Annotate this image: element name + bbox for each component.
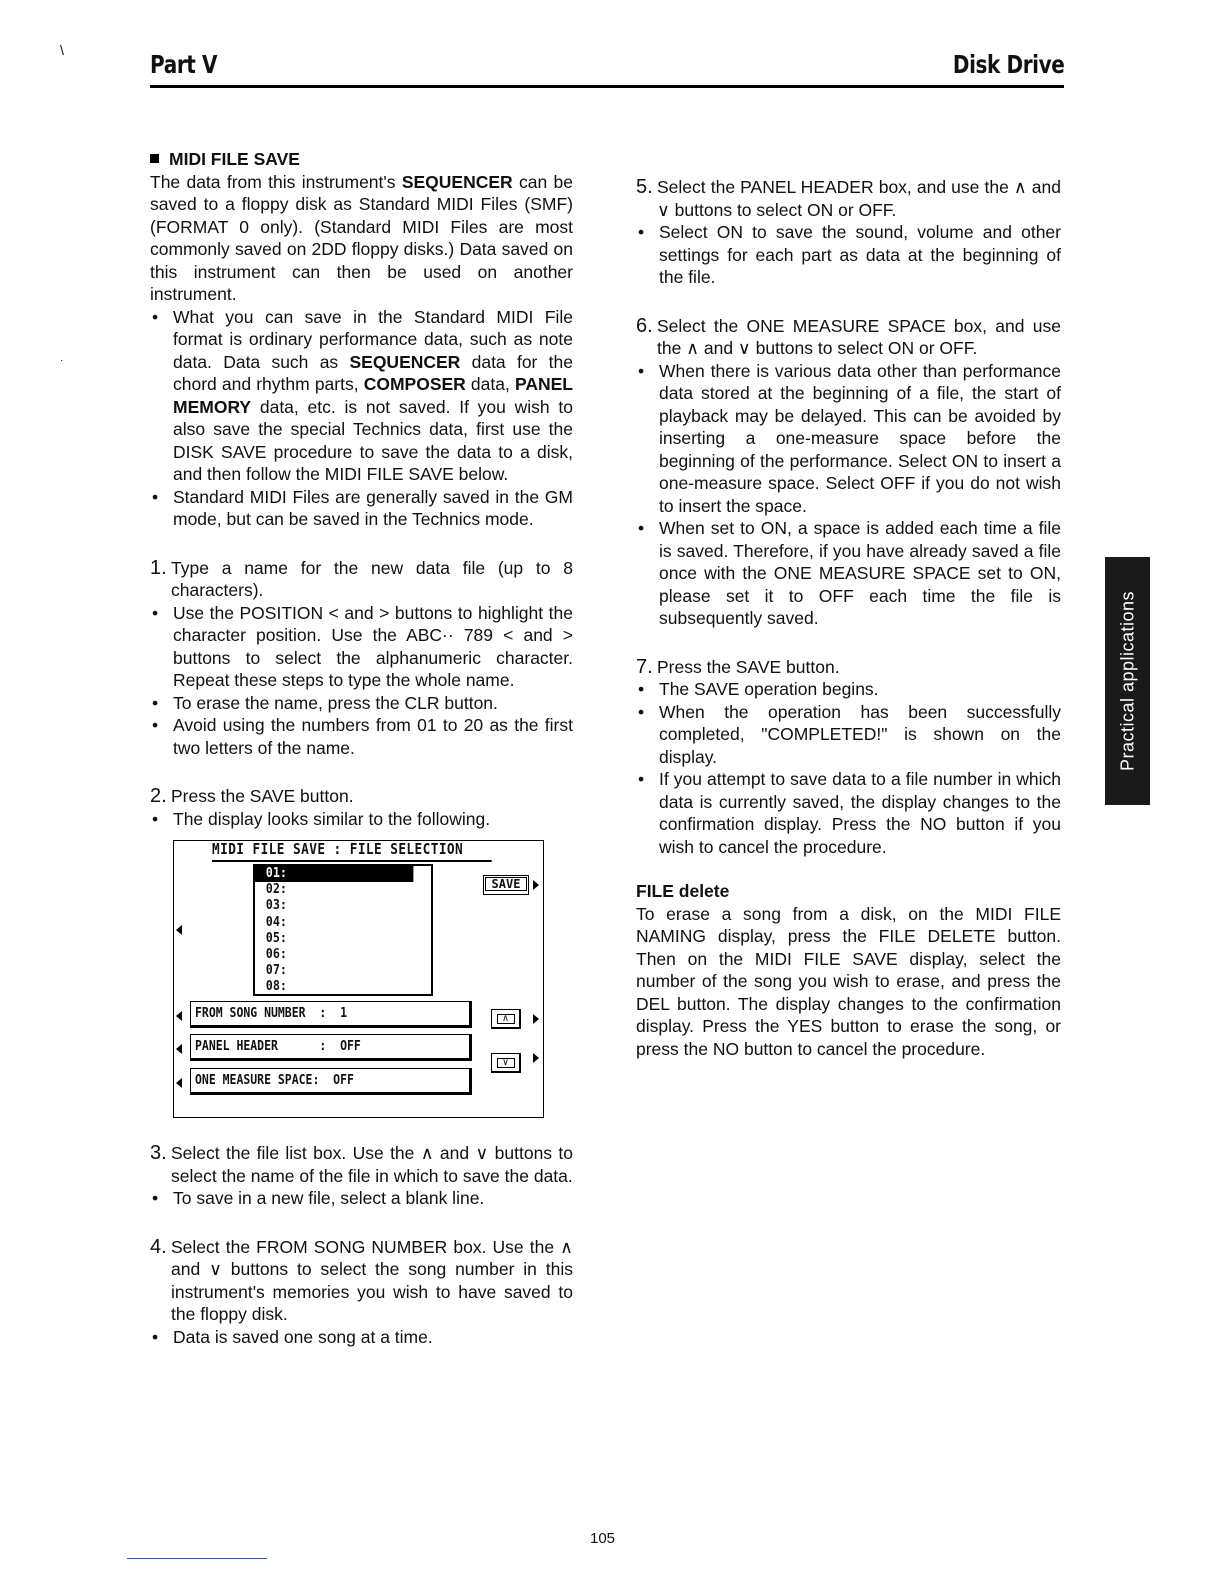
file-entry: 04:: [265, 914, 287, 930]
file-entry: 03:: [265, 898, 287, 914]
step-6-bullet-1: • When there is various data other than performance data stored at the beginning of a file, the start of playback may be delayed. This can be avoided by inserting a one-measure space before the beginning of the performance. Select ON to insert a one-measure space. Select OFF if you do not wish to insert the space.: [636, 360, 1061, 518]
lcd-down-button: [491, 1053, 521, 1073]
left-triangle-icon: [176, 1044, 182, 1054]
lcd-title: MIDI FILE SAVE : FILE SELECTION: [212, 838, 463, 861]
step-5: 5. Select the PANEL HEADER box, and use the ∧ and ∨ buttons to select ON or OFF.: [636, 176, 1061, 220]
bullet-saveable-data: • What you can save in the Standard MIDI File format is ordinary performance data, such as note data. Data such as SEQUENCER data for the chord and rhythm parts, COMPOSER data, PANEL MEMORY data, etc. is not saved. If you wish to also save the special Technics data, first use the DISK SAVE procedure to save the data to a disk, and then follow the MIDI FILE SAVE below.: [150, 306, 573, 486]
panel-header-box: PANEL HEADER : OFF: [190, 1034, 472, 1061]
side-tab-label: Practical applications: [1117, 590, 1137, 772]
from-song-number-box: FROM SONG NUMBER : 1: [190, 1001, 472, 1028]
step-1: 1. Type a name for the new data file (up to 8 characters).: [150, 556, 573, 600]
one-measure-space-box: ONE MEASURE SPACE: OFF: [190, 1068, 472, 1095]
file-entry: 05:: [265, 930, 287, 946]
file-delete-title: FILE delete: [636, 881, 730, 901]
file-entry: 07:: [265, 963, 287, 979]
file-delete-paragraph: To erase a song from a disk, on the MIDI FILE NAMING display, press the FILE DELETE button. Then on the MIDI FILE SAVE display, select the number of the song you wish to erase, and press the DEL button. The display changes to the confirmation display. Press the YES button to erase the song, or press the NO button to cancel the procedure.: [636, 903, 1061, 1059]
right-triangle-icon: [533, 880, 539, 890]
scan-mark: \: [60, 42, 64, 58]
right-triangle-icon: [533, 1014, 539, 1024]
square-bullet-icon: [150, 154, 159, 163]
file-entry: 06:: [265, 946, 287, 962]
side-tab: [1105, 557, 1150, 805]
lcd-display-illustration: [173, 840, 544, 1118]
bullet-gm-mode: • Standard MIDI Files are generally saved in the GM mode, but can be saved in the Technics mode.: [150, 486, 573, 531]
step-5-bullet-1: • Select ON to save the sound, volume and other settings for each part as data at the beginning of the file.: [636, 221, 1061, 289]
step-7-bullet-1: • The SAVE operation begins.: [636, 678, 1061, 701]
step-1-bullet-3: • Avoid using the numbers from 01 to 20 as the first two letters of the name.: [150, 714, 573, 759]
intro-paragraph: The data from this instrument's SEQUENCER can be saved to a floppy disk as Standard MIDI Files (SMF) (FORMAT 0 only). (Standard MIDI Files are most commonly saved on 2DD floppy disks.) Data saved on this instrument can then be used on another instrument.: [150, 171, 573, 304]
step-2-bullet-1: • The display looks similar to the following.: [150, 808, 573, 831]
step-6-bullet-2: • When set to ON, a space is added each time a file is saved. Therefore, if you have already saved a file once with the ONE MEASURE SPACE set to ON, please set it to OFF each time the file is subsequently saved.: [636, 517, 1061, 630]
left-triangle-icon: [176, 1078, 182, 1088]
scan-dot: ·: [60, 355, 64, 366]
step-7: 7. Press the SAVE button.: [636, 655, 840, 678]
footer-line: [127, 1558, 267, 1559]
left-triangle-icon: [176, 1011, 182, 1021]
step-3-bullet-1: • To save in a new file, select a blank line.: [150, 1187, 573, 1210]
right-column: [636, 176, 1061, 1060]
step-4: 4. Select the FROM SONG NUMBER box. Use the ∧ and ∨ buttons to select the song number in this instrument's memories you wish to have saved to the floppy disk.: [150, 1235, 573, 1324]
lcd-save-button: SAVE: [483, 875, 529, 895]
right-triangle-icon: [533, 1053, 539, 1063]
step-4-bullet-1: • Data is saved one song at a time.: [150, 1326, 573, 1349]
step-1-bullet-2: • To erase the name, press the CLR button.: [150, 692, 573, 715]
left-triangle-icon: [176, 925, 182, 935]
step-3: 3. Select the file list box. Use the ∧ and ∨ buttons to select the name of the file in which to save the data.: [150, 1142, 573, 1186]
file-list-box: [253, 864, 433, 996]
step-2: 2. Press the SAVE button.: [150, 785, 354, 807]
file-entry: 02:: [265, 882, 287, 898]
file-entry: 08:: [265, 979, 287, 995]
header-part: Part V: [150, 50, 218, 79]
step-1-bullet-1: • Use the POSITION < and > buttons to highlight the character position. Use the ABC·· 789 < and > buttons to select the alphanumeric character. Repeat these steps to type the whole name.: [150, 602, 573, 692]
down-arrow-icon: ∨: [497, 1058, 515, 1068]
step-6: 6. Select the ONE MEASURE SPACE box, and use the ∧ and ∨ buttons to select ON or OFF.: [636, 314, 1061, 358]
header-rule: [150, 85, 1064, 88]
left-column: [150, 148, 573, 1348]
header-chapter: Disk Drive: [952, 50, 1064, 79]
page-number: 105: [590, 1530, 616, 1547]
up-arrow-icon: ∧: [497, 1014, 515, 1024]
lcd-up-button: [491, 1009, 521, 1029]
step-7-bullet-3: • If you attempt to save data to a file number in which data is currently saved, the display changes to the confirmation display. Press the NO button if you wish to cancel the procedure.: [636, 768, 1061, 858]
section-title: MIDI FILE SAVE: [150, 148, 573, 171]
file-entry-selected: 01:: [255, 866, 413, 882]
step-7-bullet-2: • When the operation has been successfully completed, "COMPLETED!" is shown on the display.: [636, 701, 1061, 769]
